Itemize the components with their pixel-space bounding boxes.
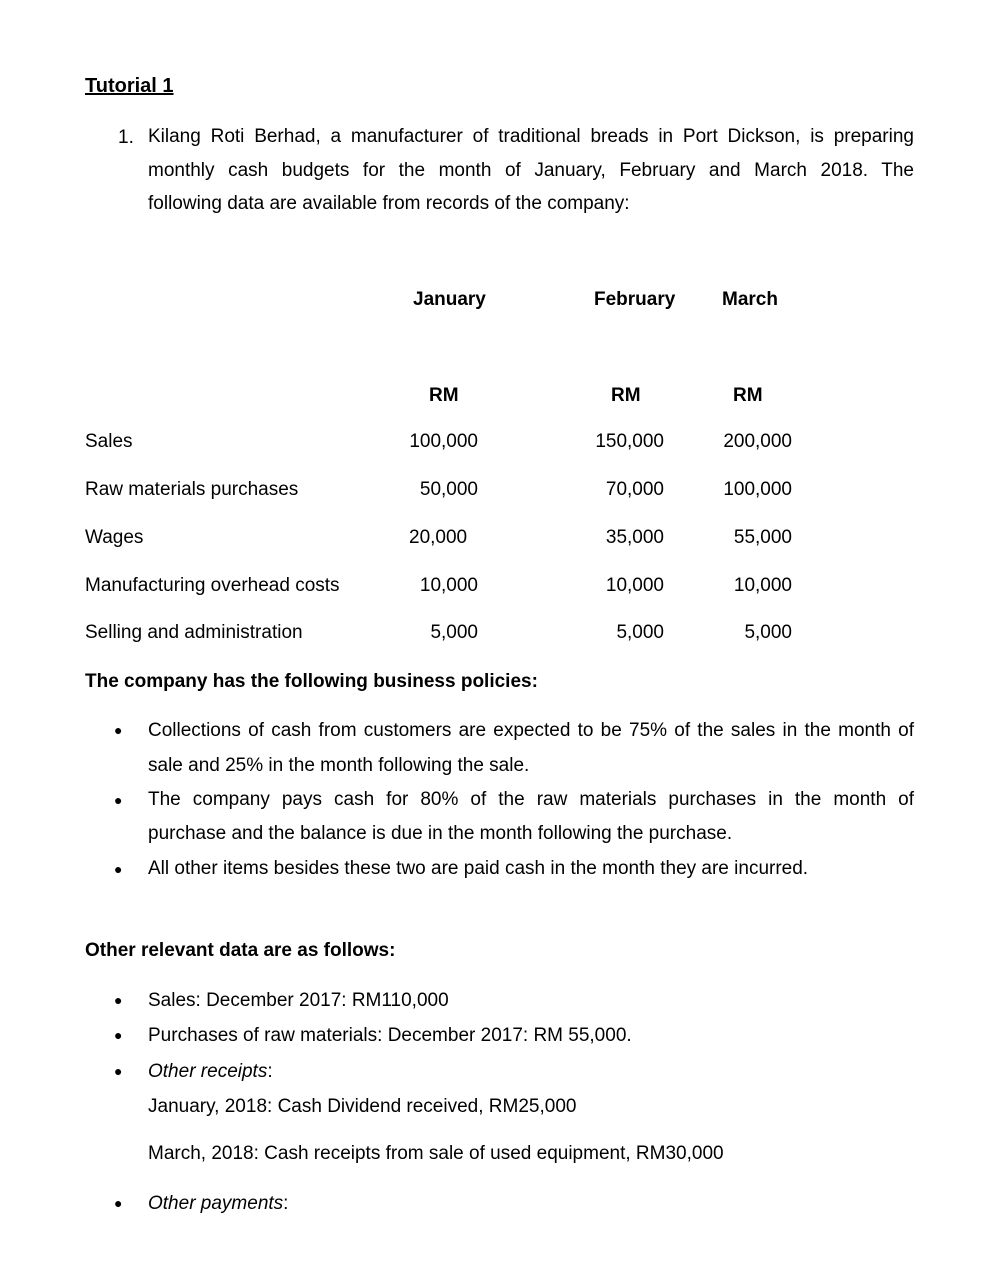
cell-overhead-january: 10,000 (419, 575, 478, 596)
other-sales: Sales: December 2017: RM110,000 (148, 990, 449, 1011)
col-header-february: February (594, 289, 676, 310)
row-label-wages: Wages (85, 527, 144, 548)
row-label-selling-admin: Selling and administration (85, 622, 303, 643)
row-label-sales: Sales (85, 431, 133, 452)
receipt-march: March, 2018: Cash receipts from sale of used equipment, RM30,000 (148, 1143, 724, 1164)
cell-wages-january: 20,000 (409, 527, 468, 548)
question-line: Kilang Roti Berhad, a manufacturer of traditional breads in Port Dickson, is preparing (148, 126, 914, 147)
question-line: following data are available from records of the company: (148, 193, 630, 214)
cell-sales-march: 200,000 (723, 431, 792, 452)
currency-january: RM (429, 385, 459, 406)
other-payments-label-text: Other payments (148, 1193, 284, 1214)
policy-item (148, 783, 914, 851)
bullet-icon: ● (114, 792, 123, 808)
policy-item (148, 852, 914, 886)
other-receipts-label-text: Other receipts (148, 1061, 268, 1082)
other-receipts-label: Other receipts: (148, 1061, 273, 1082)
cell-wages-march: 55,000 (733, 527, 792, 548)
bullet-icon: ● (114, 1063, 123, 1079)
cell-overhead-march: 10,000 (733, 575, 792, 596)
policy-line: Collections of cash from customers are expected to be 75% of the sales in the month of (148, 720, 914, 741)
policy-line: sale and 25% in the month following the sale. (148, 755, 530, 776)
other-purchases: Purchases of raw materials: December 2017: RM 55,000. (148, 1025, 632, 1046)
bullet-icon: ● (114, 1195, 123, 1211)
cell-selling-march: 5,000 (744, 622, 792, 643)
currency-march: RM (733, 385, 763, 406)
cell-selling-february: 5,000 (616, 622, 664, 643)
question-text (148, 120, 914, 221)
cell-wages-february: 35,000 (605, 527, 664, 548)
bullet-icon: ● (114, 992, 123, 1008)
other-payments-label: Other payments: (148, 1193, 289, 1214)
row-label-raw-materials: Raw materials purchases (85, 479, 299, 500)
col-header-march: March (722, 289, 778, 310)
cell-raw-march: 100,000 (723, 479, 792, 500)
policy-line: The company pays cash for 80% of the raw materials purchases in the month of (148, 789, 914, 810)
row-label-overhead: Manufacturing overhead costs (85, 575, 340, 596)
policy-item (148, 713, 914, 783)
cell-overhead-february: 10,000 (605, 575, 664, 596)
cell-raw-february: 70,000 (605, 479, 664, 500)
bullet-icon: ● (114, 722, 123, 738)
cell-raw-january: 50,000 (419, 479, 478, 500)
policy-line: purchase and the balance is due in the month following the purchase. (148, 823, 733, 844)
policy-line: All other items besides these two are paid cash in the month they are incurred. (148, 858, 809, 879)
col-header-january: January (413, 289, 486, 310)
other-data-heading: Other relevant data are as follows: (85, 940, 396, 961)
bullet-icon: ● (114, 861, 123, 877)
policies-heading: The company has the following business policies: (85, 671, 538, 692)
receipt-january: January, 2018: Cash Dividend received, RM25,000 (148, 1096, 577, 1117)
cell-selling-january: 5,000 (430, 622, 478, 643)
currency-february: RM (611, 385, 641, 406)
cell-sales-january: 100,000 (409, 431, 478, 452)
question-number: 1. (118, 127, 134, 148)
cell-sales-february: 150,000 (595, 431, 664, 452)
page-title: Tutorial 1 (85, 75, 174, 97)
question-line: monthly cash budgets for the month of January, February and March 2018. The (148, 159, 914, 181)
bullet-icon: ● (114, 1027, 123, 1043)
